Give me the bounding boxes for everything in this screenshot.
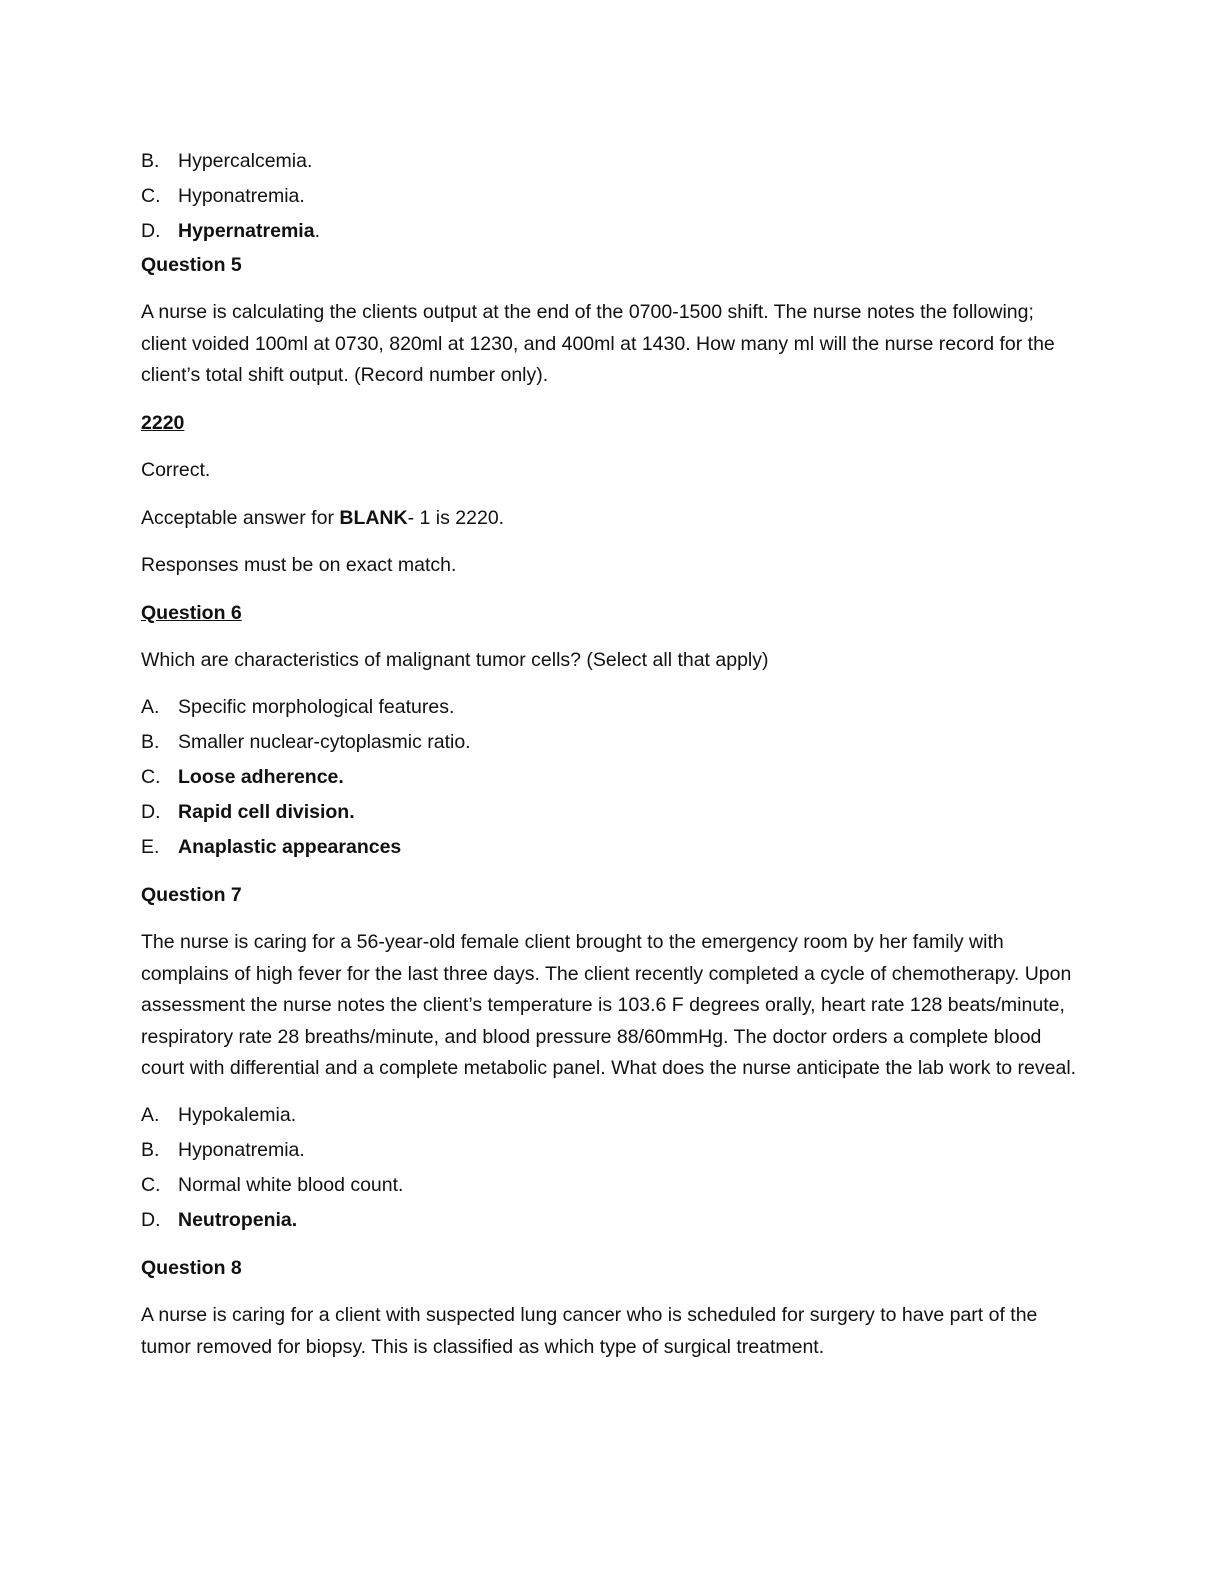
option-letter: D. [141,1209,161,1232]
option-letter: A. [141,696,160,719]
option-text: Specific morphological features. [178,696,455,719]
option-letter: C. [141,184,161,207]
q4-option-b [141,144,1081,179]
question-5-feedback: Correct. [141,459,211,481]
acceptable-suffix: - 1 is 2220. [407,506,505,529]
option-letter: C. [141,766,161,789]
question-6-body: Which are characteristics of malignant tumor cells? (Select all that apply) [141,649,769,671]
option-letter: D. [141,801,161,824]
q7-option-a [141,1099,1081,1134]
question-5-title: Question 5 [141,254,242,277]
question-8-body: A nurse is caring for a client with suspected lung cancer who is scheduled for surgery to have part of the tumor removed for biopsy. This is classified as which type of surgical treatment. [141,1304,1038,1358]
option-text: Hypokalemia. [178,1104,297,1127]
option-text: Smaller nuclear-cytoplasmic ratio. [178,731,471,754]
option-text-correct: Hypernatremia [178,219,315,242]
option-text-suffix: . [314,219,320,242]
q6-option-e [141,831,1081,866]
q4-option-c [141,179,1081,214]
option-text-correct: Loose adherence. [178,766,344,789]
question-5-answer: 2220 [141,411,185,434]
acceptable-blank: BLANK [339,506,408,529]
question-5-acceptable-answer [141,503,1081,535]
option-text-correct: Neutropenia. [178,1209,298,1232]
option-text-correct: Anaplastic appearances [178,836,402,859]
question-5-body: A nurse is calculating the clients output at the end of the 0700-1500 shift. The nurse notes the following; client voided 100ml at 0730, 820ml at 1230, and 400ml at 1430. How many ml will the nurse record for the client’s total shift output. (Record number only). [141,301,1055,386]
option-letter: B. [141,1139,160,1162]
question-6-title: Question 6 [141,601,242,624]
option-text: Hyponatremia. [178,184,305,207]
option-letter: B. [141,731,160,754]
q7-option-c [141,1169,1081,1204]
document-page [141,144,1081,1363]
option-letter: D. [141,219,161,242]
question-7-title: Question 7 [141,883,242,906]
option-text-correct: Rapid cell division. [178,801,355,824]
option-letter: B. [141,149,160,172]
q7-option-b [141,1134,1081,1169]
acceptable-prefix: Acceptable answer for [141,506,340,529]
option-text: Normal white blood count. [178,1174,404,1197]
q6-option-a [141,691,1081,726]
q6-option-d [141,796,1081,831]
option-letter: A. [141,1104,160,1127]
option-text: Hyponatremia. [178,1139,305,1162]
q4-option-d [141,214,1081,249]
option-letter: C. [141,1174,161,1197]
option-letter: E. [141,836,160,859]
q6-option-c [141,761,1081,796]
q7-option-d [141,1204,1081,1239]
question-7-body: The nurse is caring for a 56-year-old female client brought to the emergency room by her family with complains of high fever for the last three days. The client recently completed a cycle of chemotherapy. Upon assessment the nurse notes the client’s temperature is 103.6 F degrees orally, heart rate 128 beats/minute, respiratory rate 28 breaths/minute, and blood pressure 88/60mmHg. The doctor orders a complete blood court with differential and a complete metabolic panel. What does the nurse anticipate the lab work to reveal. [141,931,1077,1079]
option-text: Hypercalcemia. [178,149,313,172]
question-5-exact-match: Responses must be on exact match. [141,554,457,576]
q6-option-b [141,726,1081,761]
question-8-title: Question 8 [141,1256,242,1279]
